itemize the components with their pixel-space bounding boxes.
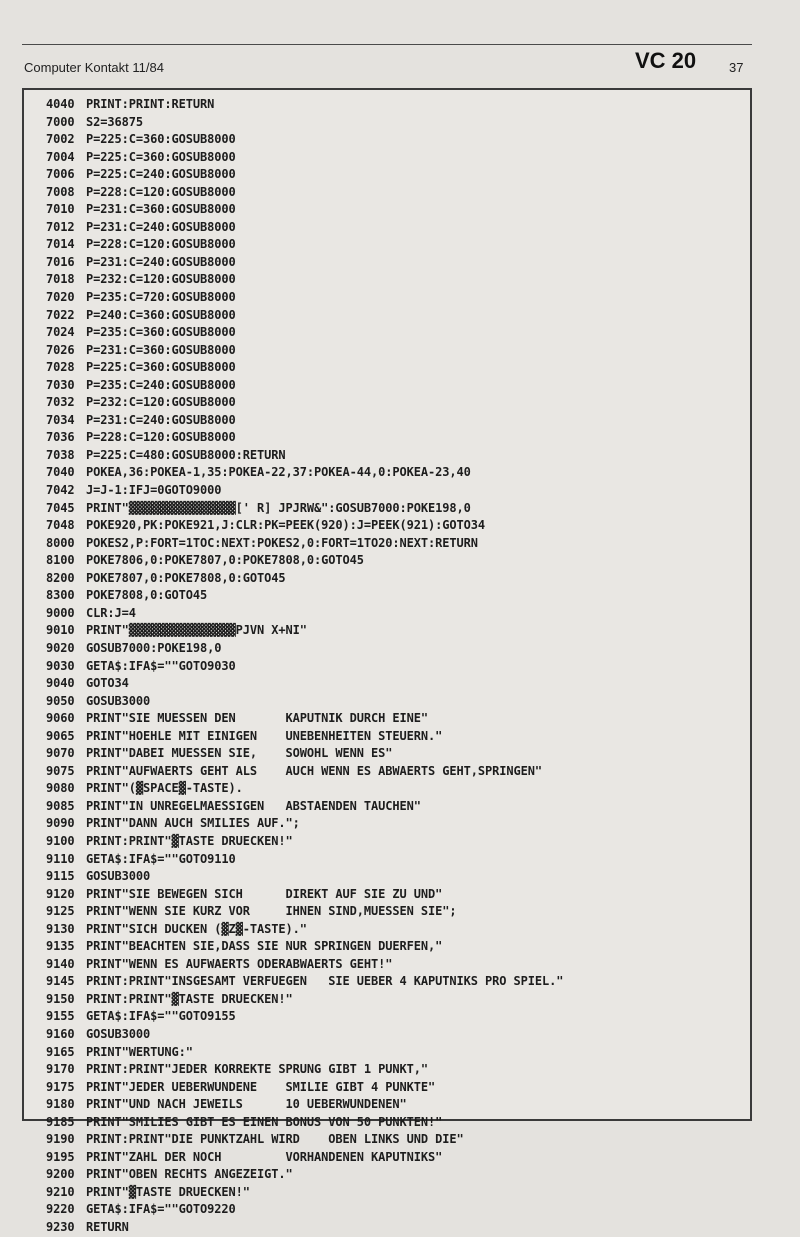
listing-line [46,1114,746,1132]
listing-line [46,1219,746,1237]
line-number: 9185 [46,1114,75,1129]
line-statement: PRINT"▓▓▓▓▓▓▓▓▓▓▓▓▓▓▓[' R] JPJRW&":GOSUB7000:POKE198,0 [86,500,471,515]
line-number: 9080 [46,781,75,796]
line-number: 8300 [46,588,75,603]
listing-line [46,640,746,658]
line-statement: P=240:C=360:GOSUB8000 [86,307,236,322]
line-number: 9140 [46,956,75,971]
line-statement: POKE7806,0:POKE7807,0:POKE7808,0:GOTO45 [86,553,364,568]
line-number: 9030 [46,658,75,673]
listing-line [46,605,746,623]
line-number: 9000 [46,605,75,620]
line-statement: GOSUB7000:POKE198,0 [86,640,222,655]
page-number: 37 [729,60,744,75]
listing-line [46,184,746,202]
line-number: 7020 [46,290,75,305]
listing-line [46,96,746,114]
listing-line [46,868,746,886]
line-number: 9200 [46,1167,75,1182]
line-number: 9125 [46,904,75,919]
line-statement: POKEA,36:POKEA-1,35:POKEA-22,37:POKEA-44,0:POKEA-23,40 [86,465,471,480]
line-number: 9115 [46,869,75,884]
line-statement: P=235:C=360:GOSUB8000 [86,325,236,340]
line-statement: GETA$:IFA$=""GOTO9155 [86,1009,236,1024]
line-number: 9220 [46,1202,75,1217]
listing-line [46,903,746,921]
line-statement: PRINT"SIE MUESSEN DEN KAPUTNIK DURCH EINE" [86,711,428,726]
line-number: 8100 [46,553,75,568]
line-statement: PRINT"BEACHTEN SIE,DASS SIE NUR SPRINGEN DUERFEN," [86,939,443,954]
listing-line [46,1131,746,1149]
line-statement: PRINT"WENN ES AUFWAERTS ODERABWAERTS GEHT!" [86,956,393,971]
line-number: 9190 [46,1132,75,1147]
line-number: 9070 [46,746,75,761]
line-statement: POKE7808,0:GOTO45 [86,588,208,603]
line-statement: PRINT"JEDER UEBERWUNDENE SMILIE GIBT 4 PUNKTE" [86,1079,436,1094]
listing-line [46,517,746,535]
listing-line [46,622,746,640]
line-statement: P=225:C=360:GOSUB8000 [86,132,236,147]
listing-line [46,921,746,939]
listing-line [46,482,746,500]
listing-line [46,886,746,904]
line-number: 9160 [46,1026,75,1041]
listing-line [46,745,746,763]
listing-line [46,991,746,1009]
line-statement: RETURN [86,1220,129,1234]
listing-line [46,552,746,570]
line-statement: P=231:C=360:GOSUB8000 [86,202,236,217]
listing-line [46,236,746,254]
listing-line [46,763,746,781]
line-number: 9175 [46,1079,75,1094]
line-number: 7032 [46,395,75,410]
line-number: 9110 [46,851,75,866]
line-statement: PRINT"IN UNREGELMAESSIGEN ABSTAENDEN TAUCHEN" [86,798,421,813]
line-statement: POKES2,P:FORT=1TOC:NEXT:POKES2,0:FORT=1TO20:NEXT:RETURN [86,535,478,550]
listing-line [46,1079,746,1097]
listing-line [46,1008,746,1026]
line-number: 8000 [46,535,75,550]
line-number: 7038 [46,447,75,462]
line-number: 9075 [46,763,75,778]
line-statement: PRINT:PRINT"DIE PUNKTZAHL WIRD OBEN LINKS UND DIE" [86,1132,464,1147]
line-number: 7048 [46,518,75,533]
line-statement: J=J-1:IFJ=0GOTO9000 [86,483,222,498]
line-statement: PRINT"WERTUNG:" [86,1044,193,1059]
listing-line [46,429,746,447]
listing-line [46,675,746,693]
line-statement: PRINT:PRINT:RETURN [86,97,215,111]
line-statement: POKE7807,0:POKE7808,0:GOTO45 [86,570,286,585]
line-number: 9050 [46,693,75,708]
listing-line [46,307,746,325]
line-statement: P=225:C=240:GOSUB8000 [86,167,236,182]
line-statement: GETA$:IFA$=""GOTO9220 [86,1202,236,1217]
line-statement: PRINT:PRINT"▓TASTE DRUECKEN!" [86,833,293,848]
listing-line [46,780,746,798]
line-number: 9060 [46,711,75,726]
line-statement: P=231:C=240:GOSUB8000 [86,254,236,269]
line-number: 9040 [46,676,75,691]
listing-line [46,324,746,342]
line-number: 7024 [46,325,75,340]
line-statement: PRINT"SIE BEWEGEN SICH DIREKT AUF SIE ZU UND" [86,886,443,901]
line-number: 7022 [46,307,75,322]
line-statement: S2=36875 [86,114,143,129]
line-number: 9020 [46,640,75,655]
line-number: 9165 [46,1044,75,1059]
listing-line [46,728,746,746]
listing-line [46,1149,746,1167]
listing-line [46,1044,746,1062]
line-statement: GOSUB3000 [86,1026,151,1041]
line-number: 7008 [46,184,75,199]
listing-line [46,114,746,132]
listing-line [46,956,746,974]
listing-line [46,166,746,184]
listing-line [46,587,746,605]
line-number: 9120 [46,886,75,901]
line-number: 7045 [46,500,75,515]
line-statement: PRINT"OBEN RECHTS ANGEZEIGT." [86,1167,293,1182]
page-header [24,50,754,80]
listing-line [46,271,746,289]
line-statement: P=228:C=120:GOSUB8000 [86,237,236,252]
line-number: 7012 [46,219,75,234]
listing-line [46,658,746,676]
line-number: 9170 [46,1062,75,1077]
listing-line [46,938,746,956]
listing-line [46,219,746,237]
line-statement: P=232:C=120:GOSUB8000 [86,395,236,410]
line-number: 7036 [46,430,75,445]
line-statement: GOSUB3000 [86,693,151,708]
listing-line [46,535,746,553]
section-title: VC 20 [635,48,697,73]
magazine-title: Computer Kontakt 11/84 [24,60,164,75]
line-number: 9195 [46,1149,75,1164]
line-statement: PRINT"WENN SIE KURZ VOR IHNEN SIND,MUESSEN SIE"; [86,904,457,919]
listing-line [46,1201,746,1219]
line-number: 4040 [46,97,75,111]
line-number: 9100 [46,833,75,848]
line-statement: PRINT"AUFWAERTS GEHT ALS AUCH WENN ES ABWAERTS GEHT,SPRINGEN" [86,763,542,778]
line-statement: GETA$:IFA$=""GOTO9030 [86,658,236,673]
line-number: 7028 [46,360,75,375]
line-statement: POKE920,PK:POKE921,J:CLR:PK=PEEK(920):J=PEEK(921):GOTO34 [86,518,485,533]
listing-line [46,833,746,851]
line-statement: GETA$:IFA$=""GOTO9110 [86,851,236,866]
program-listing [46,96,746,1237]
line-number: 7010 [46,202,75,217]
line-statement: P=228:C=120:GOSUB8000 [86,184,236,199]
line-number: 9135 [46,939,75,954]
listing-line [46,693,746,711]
listing-line [46,798,746,816]
line-number: 7030 [46,377,75,392]
listing-line [46,447,746,465]
line-number: 9210 [46,1184,75,1199]
line-statement: PRINT"UND NACH JEWEILS 10 UEBERWUNDENEN" [86,1097,407,1112]
line-number: 9010 [46,623,75,638]
listing-line [46,131,746,149]
listing-line [46,570,746,588]
line-statement: P=232:C=120:GOSUB8000 [86,272,236,287]
line-number: 7026 [46,342,75,357]
line-number: 7006 [46,167,75,182]
listing-line [46,815,746,833]
line-number: 7034 [46,412,75,427]
line-statement: P=231:C=240:GOSUB8000 [86,412,236,427]
line-statement: PRINT"ZAHL DER NOCH VORHANDENEN KAPUTNIKS" [86,1149,443,1164]
line-statement: CLR:J=4 [86,605,136,620]
line-number: 9090 [46,816,75,831]
header-rule [22,44,752,45]
listing-line [46,1026,746,1044]
line-number: 9230 [46,1220,75,1234]
line-statement: P=228:C=120:GOSUB8000 [86,430,236,445]
listing-line [46,149,746,167]
line-statement: P=225:C=360:GOSUB8000 [86,149,236,164]
listing-line [46,710,746,728]
line-number: 7000 [46,114,75,129]
listing-line [46,201,746,219]
listing-line [46,851,746,869]
listing-line [46,1184,746,1202]
line-statement: P=231:C=240:GOSUB8000 [86,219,236,234]
listing-line [46,377,746,395]
line-number: 7040 [46,465,75,480]
listing-line [46,359,746,377]
line-number: 7018 [46,272,75,287]
line-statement: GOTO34 [86,676,129,691]
line-statement: PRINT"DANN AUCH SMILIES AUF."; [86,816,300,831]
listing-line [46,1166,746,1184]
listing-line [46,254,746,272]
line-statement: P=225:C=480:GOSUB8000:RETURN [86,447,286,462]
line-number: 9085 [46,798,75,813]
line-number: 9155 [46,1009,75,1024]
line-number: 8200 [46,570,75,585]
line-statement: PRINT"HOEHLE MIT EINIGEN UNEBENHEITEN STEUERN." [86,728,443,743]
line-statement: PRINT:PRINT"INSGESAMT VERFUEGEN SIE UEBER 4 KAPUTNIKS PRO SPIEL." [86,974,564,989]
line-statement: P=235:C=720:GOSUB8000 [86,290,236,305]
listing-line [46,1096,746,1114]
line-statement: PRINT:PRINT"▓TASTE DRUECKEN!" [86,991,293,1006]
line-statement: P=231:C=360:GOSUB8000 [86,342,236,357]
listing-line [46,394,746,412]
listing-line [46,412,746,430]
listing-line [46,1061,746,1079]
line-number: 7002 [46,132,75,147]
line-statement: PRINT"(▓SPACE▓-TASTE). [86,781,243,796]
line-number: 9065 [46,728,75,743]
line-statement: GOSUB3000 [86,869,151,884]
line-number: 9180 [46,1097,75,1112]
line-statement: PRINT:PRINT"JEDER KORREKTE SPRUNG GIBT 1 PUNKT," [86,1062,428,1077]
listing-line [46,289,746,307]
line-statement: PRINT"▓▓▓▓▓▓▓▓▓▓▓▓▓▓▓PJVN X+NI" [86,623,307,638]
listing-line [46,342,746,360]
line-number: 7014 [46,237,75,252]
line-number: 9145 [46,974,75,989]
line-number: 7004 [46,149,75,164]
program-listing-box [22,88,752,1234]
listing-line [46,464,746,482]
listing-line [46,973,746,991]
line-number: 9150 [46,991,75,1006]
listing-line [46,500,746,518]
line-number: 7016 [46,254,75,269]
line-number: 9130 [46,921,75,936]
line-statement: P=235:C=240:GOSUB8000 [86,377,236,392]
line-statement: PRINT"DABEI MUESSEN SIE, SOWOHL WENN ES" [86,746,393,761]
line-statement: PRINT"▓TASTE DRUECKEN!" [86,1184,250,1199]
line-statement: PRINT"SMILIES GIBT ES EINEN BONUS VON 50 PUNKTEN!" [86,1114,443,1129]
line-statement: P=225:C=360:GOSUB8000 [86,360,236,375]
line-statement: PRINT"SICH DUCKEN (▓Z▓-TASTE)." [86,921,307,936]
line-number: 7042 [46,483,75,498]
